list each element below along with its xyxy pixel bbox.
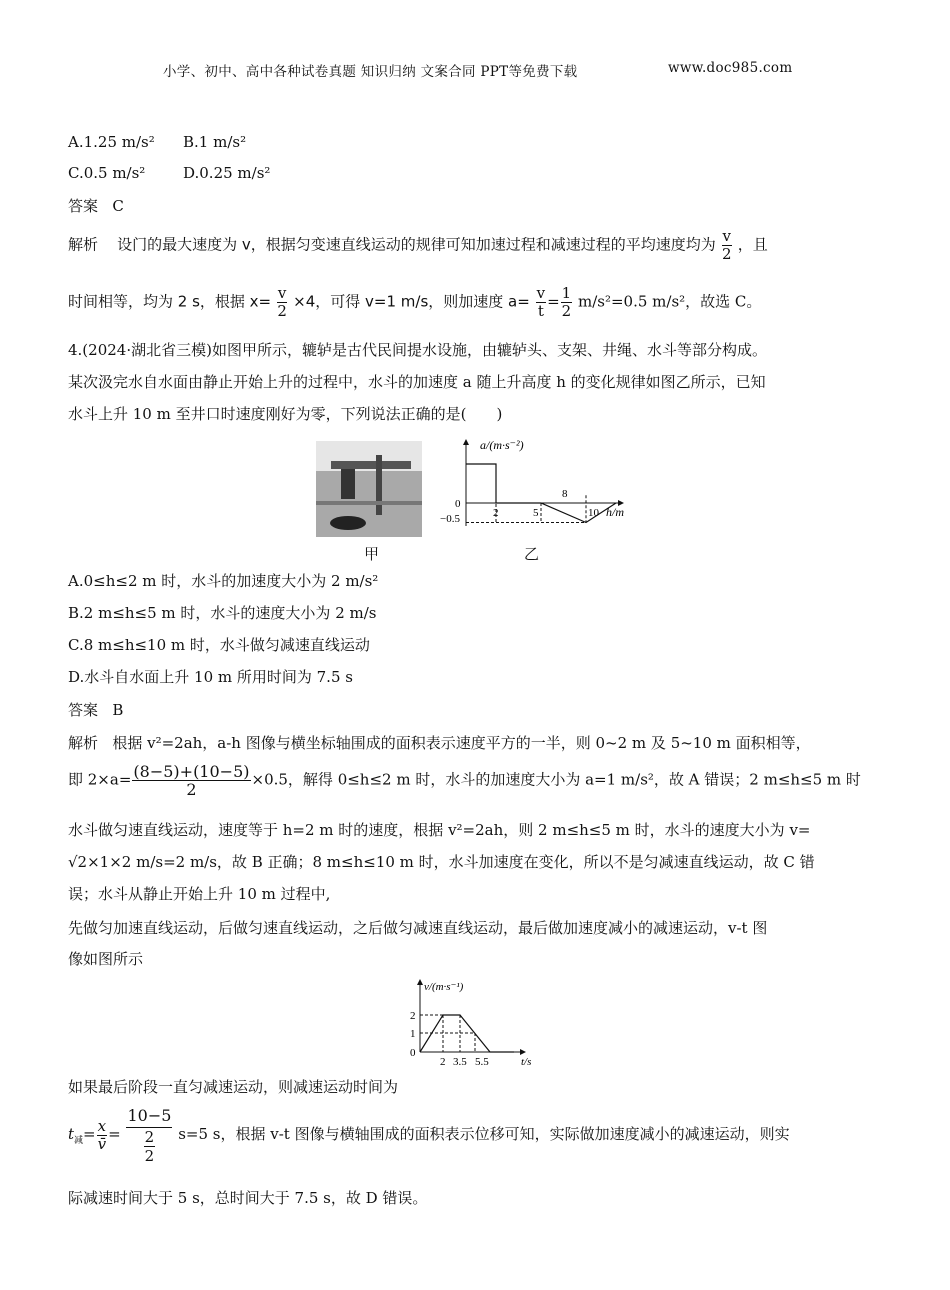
- sol-text: m/s²=0.5 m/s²，故选 C。: [577, 292, 762, 311]
- answer-value: B: [112, 701, 124, 719]
- x-arrow: [520, 1049, 526, 1055]
- xtick-3-5: 3.5: [453, 1056, 467, 1066]
- sol-text: ×4，可得 v=1 m/s，则加速度 a=: [293, 292, 530, 311]
- q4-option-d: D.水斗自水面上升 10 m 所用时间为 7.5 s: [68, 668, 353, 686]
- sol-text: 根据 v²=2ah，a-h 图像与横坐标轴围成的面积表示速度平方的一半，则 0~2 m 及 5~10 m 面积相等，: [112, 734, 811, 752]
- tick-10: 10: [588, 507, 599, 519]
- q3-solution-line-1: [68, 228, 768, 263]
- sol-text: s=5 s，根据 v-t 图像与横轴围成的面积表示位移可知，实际做加速度减小的减速运动，则实: [178, 1125, 790, 1143]
- q4-stem-line-3: 水斗上升 10 m 至井口时速度刚好为零，下列说法正确的是( ): [68, 405, 503, 423]
- fraction-sum-over-2: $\frac{(8-5)+(10-5)}{2}$: [133, 762, 250, 799]
- equals-sign: =: [108, 1125, 121, 1143]
- y-axis-label: a/(m·s⁻²): [480, 438, 524, 452]
- tick-5: 5: [533, 507, 539, 519]
- sol-text: ×0.5，解得 0≤h≤2 m 时，水斗的加速度大小为 a=1 m/s²，故 A 错误；2 m≤h≤5 m 时: [251, 770, 861, 789]
- q3-answer: [68, 195, 124, 216]
- q3-solution-line-2: [68, 285, 761, 320]
- q4-solution-line-10: 际减速时间大于 5 s，总时间大于 7.5 s，故 D 错误。: [68, 1189, 428, 1207]
- tick-8: 8: [562, 488, 568, 500]
- q3-option-d: D.0.25 m/s²: [183, 164, 271, 182]
- answer-value: C: [112, 197, 124, 215]
- fraction-v-over-2: $\frac{v}{2}$: [722, 227, 732, 263]
- answer-label: 答案: [68, 197, 99, 215]
- sol-text: 即 2×a=: [68, 770, 132, 789]
- fraction-x-over-vbar: $\frac{x}{v̄}$: [97, 1116, 107, 1153]
- a-h-graph: [440, 436, 640, 536]
- fraction-1-over-2: $\frac{1}{2}$: [561, 284, 572, 320]
- v-t-graph: [404, 976, 554, 1066]
- ytick-1: 1: [410, 1028, 416, 1040]
- q4-option-a: A.0≤h≤2 m 时，水斗的加速度大小为 2 m/s²: [68, 572, 379, 590]
- q4-stem-line-1: 4.(2024·湖北省三模)如图甲所示，辘轳是古代民间提水设施，由辘轳头、支架、井绳、水斗等部分构成。: [68, 341, 767, 359]
- subscript: 减: [74, 1136, 84, 1146]
- q4-solution-line-4: √2×1×2 m/s=2 m/s，故 B 正确；8 m≤h≤10 m 时，水斗加速度在变化，所以不是匀减速直线运动，故 C 错: [68, 853, 815, 871]
- t-symbol: t: [68, 1125, 75, 1143]
- y-arrow: [463, 439, 469, 445]
- q4-solution-line-5: 误；水斗从静止开始上升 10 m 过程中,: [68, 885, 331, 903]
- x-axis-label: h/m: [606, 505, 624, 519]
- q4-answer: [68, 700, 123, 720]
- origin-label: 0: [455, 498, 461, 510]
- tick-2: 2: [493, 507, 499, 519]
- q3-option-a: A.1.25 m/s²: [68, 133, 155, 151]
- caption-yi: 乙: [524, 545, 540, 563]
- fraction-v-over-t: $\frac{v}{t}$: [536, 284, 546, 320]
- header-url[interactable]: www.doc985.com: [668, 60, 793, 76]
- q4-stem-line-2: 某次汲完水自水面由静止开始上升的过程中，水斗的加速度 a 随上升高度 h 的变化规律如图乙所示，已知: [68, 373, 766, 391]
- q3-option-b: B.1 m/s²: [183, 133, 247, 151]
- y-axis-label: v/(m·s⁻¹): [424, 981, 464, 993]
- q4-solution-line-3: 水斗做匀速直线运动，速度等于 h=2 m 时的速度，根据 v²=2ah，则 2 m≤h≤5 m 时，水斗的速度大小为 v=: [68, 821, 811, 839]
- q4-option-b: B.2 m≤h≤5 m 时，水斗的速度大小为 2 m/s: [68, 604, 377, 622]
- header-left: 小学、初中、高中各种试卷真题 知识归纳 文案合同 PPT等免费下载: [163, 64, 578, 80]
- xtick-2: 2: [440, 1056, 446, 1066]
- x-axis-label: t/s: [521, 1056, 532, 1066]
- q4-solution-line-1: [68, 733, 811, 753]
- q4-solution-line-2: [68, 763, 861, 798]
- caption-jia: 甲: [364, 545, 380, 563]
- q4-solution-line-6: 先做匀加速直线运动，后做匀速直线运动，之后做匀减速直线运动，最后做加速度减小的减速运动，v-t 图: [68, 919, 768, 937]
- q4-option-c: C.8 m≤h≤10 m 时，水斗做匀减速直线运动: [68, 636, 370, 654]
- sol-text: 时间相等，均为 2 s，根据 x=: [68, 292, 272, 311]
- q4-solution-line-9: [68, 1105, 790, 1175]
- q4-solution-line-7: 像如图所示: [68, 950, 144, 968]
- compound-fraction: $\frac{10-5}{\frac{2}{2}}$: [127, 1106, 172, 1165]
- analysis-label: 解析: [68, 734, 99, 752]
- fraction-v-over-2: $\frac{v}{2}$: [277, 284, 287, 320]
- neg-label: −0.5: [440, 513, 460, 525]
- y-arrow: [417, 979, 423, 985]
- answer-label: 答案: [68, 701, 99, 719]
- sol-text: 设门的最大速度为 v，根据匀变速直线运动的规律可知加速过程和减速过程的平均速度均为: [117, 235, 716, 254]
- origin-label: 0: [410, 1047, 416, 1059]
- q3-option-c: C.0.5 m/s²: [68, 164, 146, 182]
- equals-sign: =: [547, 292, 560, 311]
- well-photo: [316, 441, 422, 537]
- equals-sign: =: [83, 1125, 96, 1143]
- q4-solution-line-8: 如果最后阶段一直匀减速运动，则减速运动时间为: [68, 1078, 399, 1096]
- analysis-label: 解析: [68, 235, 99, 254]
- ytick-2: 2: [410, 1010, 416, 1022]
- sol-text-end: ，且: [737, 235, 768, 254]
- xtick-5-5: 5.5: [475, 1056, 489, 1066]
